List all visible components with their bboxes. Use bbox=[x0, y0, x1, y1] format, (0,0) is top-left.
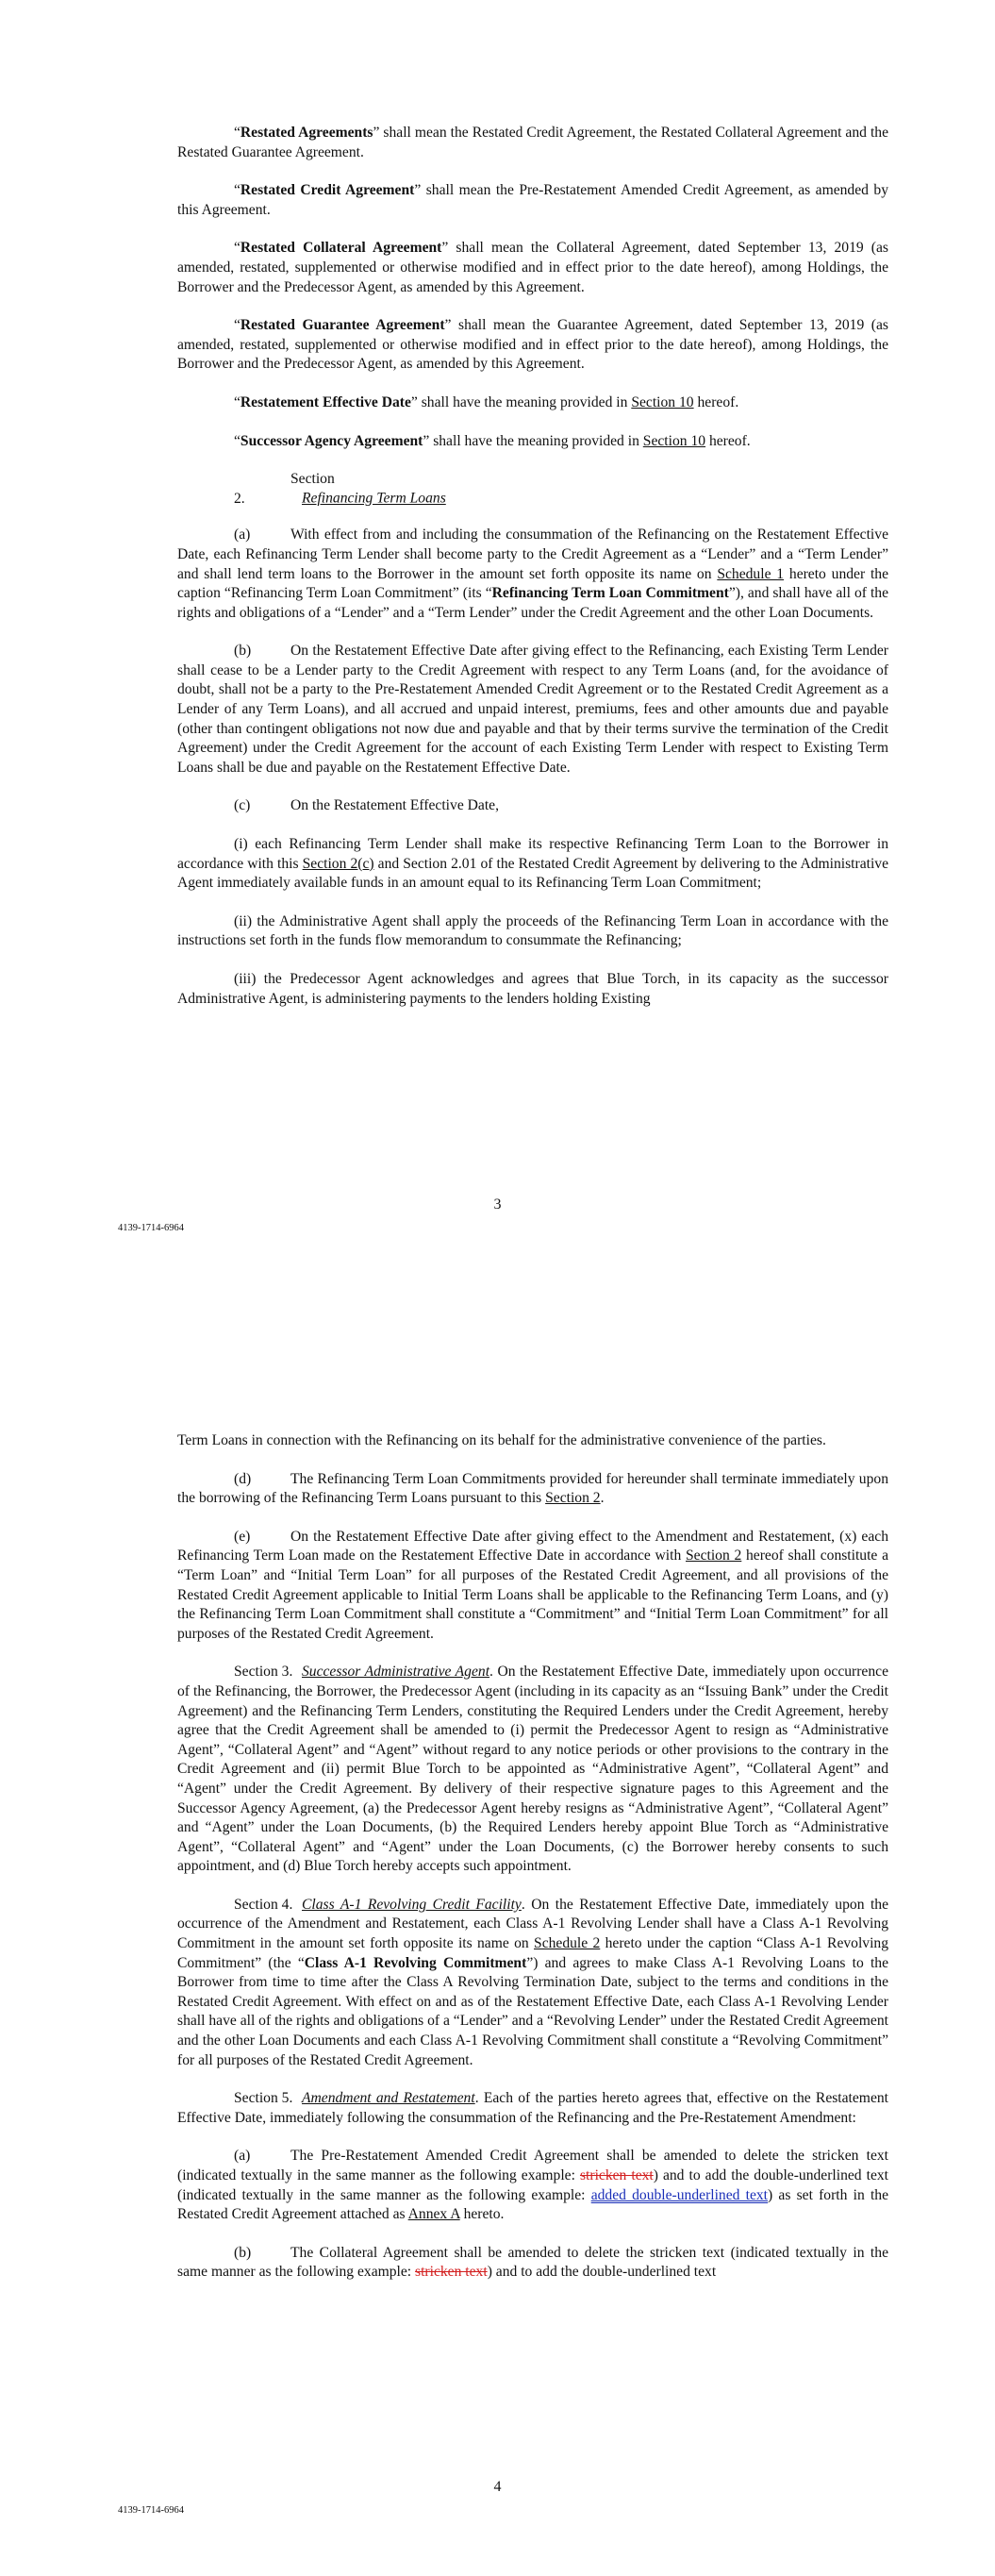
stricken-text-example: stricken text bbox=[579, 2167, 654, 2183]
section-title: Refinancing Term Loans bbox=[302, 490, 446, 507]
clause-2c: (c) On the Restatement Effective Date, bbox=[234, 797, 499, 814]
defined-term: Restatement Effective Date bbox=[240, 393, 411, 410]
section-label: Section 3. bbox=[234, 1664, 293, 1681]
section-title: Successor Administrative Agent bbox=[302, 1664, 490, 1681]
clause-2d: (d) The Refinancing Term Loan Commitments provided for hereunder shall terminate immediately upon the borrowing of the Refinancing Term Loans pursuant to this Section 2. bbox=[177, 1470, 888, 1507]
schedule-reference: Schedule 2 bbox=[534, 1935, 601, 1952]
clause-2c-iii-continued: Term Loans in connection with the Refinancing on its behalf for the administrative convenience of the parties. bbox=[177, 1432, 826, 1448]
definition-restated-credit-agreement: “Restated Credit Agreement” shall mean the Pre-Restatement Amended Credit Agreement, as amended by this Agreement. bbox=[177, 182, 888, 218]
section-title: Amendment and Restatement bbox=[302, 2090, 475, 2107]
clause-5a: (a) The Pre-Restatement Amended Credit Agreement shall be amended to delete the stricken text (indicated textually in the same manner as the following example: stricken text) and to add the double-underlined text (indicated textually in the same manner as the following example: added double-underlined text) as set forth in the Restated Credit Agreement attached as Annex A hereto. bbox=[177, 2148, 889, 2223]
section-reference: Section 2 bbox=[545, 1490, 601, 1507]
clause-2c-i: (i) each Refinancing Term Lender shall make its respective Refinancing Term Loan to the Borrower in accordance with this Section 2(c) and Section 2.01 of the Restated Credit Agreement by delivering to the Administrative Agent immediately available funds in an amount equal to its Refinancing Term Loan Commitment; bbox=[177, 836, 889, 892]
section-5: Section 5. Amendment and Restatement. Each of the parties hereto agrees that, effective on the Restatement Effective Date, immediately following the consummation of the Refinancing and the Pre-Restatement Amendment: bbox=[177, 2090, 888, 2126]
page-number: 3 bbox=[493, 1196, 502, 1213]
section-4: Section 4. Class A-1 Revolving Credit Facility. On the Restatement Effective Date, immediately upon the occurrence of the Amendment and Restatement, each Class A-1 Revolving Lender shall have a Class A-1 Revolving Commitment in the amount set forth opposite its name on Schedule 2 hereto under the caption “Class A-1 Revolving Commitment” (the “Class A-1 Revolving Commitment”) and agrees to make Class A-1 Revolving Loans to the Borrower from time to time after the Class A Revolving Termination Date, subject to the terms and conditions in the Restated Credit Agreement. With effect on and as of the Restatement Effective Date, each Class A-1 Revolving Lender shall have all of the rights and obligations of a “Lender” and a “Revolving Lender” under the Restated Credit Agreement and the other Loan Documents and each Class A-1 Revolving Commitment shall constitute a “Revolving Commitment” for all purposes of the Restated Credit Agreement. bbox=[177, 1896, 889, 2068]
section-reference: Section 2(c) bbox=[302, 855, 374, 872]
page-number: 4 bbox=[493, 2479, 502, 2495]
clause-2e: (e) On the Restatement Effective Date after giving effect to the Amendment and Restatement, (x) each Refinancing Term Loan made on the Restatement Effective Date in accordance with Section 2 hereof shall constitute a “Term Loan” and “Initial Term Loan” for all purposes of the Restated Credit Agreement, and all provisions of the Restated Credit Agreement applicable to Initial Term Loans shall be applicable to the Refinancing Term Loans, and (y) the Refinancing Term Loan Commitment shall constitute a “Commitment” and “Initial Term Loan Commitment” for all purposes of the Restated Credit Agreement. bbox=[177, 1528, 888, 1642]
page-4 bbox=[0, 1288, 995, 2576]
section-reference: Section 10 bbox=[642, 432, 706, 449]
definition-restated-collateral-agreement: “Restated Collateral Agreement” shall mean the Collateral Agreement, dated September 13, 2019 (as amended, restated, supplemented or otherwise modified and in effect prior to the date hereof), among Holdings, the Borrower and the Predecessor Agent, as amended by this Agreement. bbox=[177, 240, 888, 295]
section-reference: Section 10 bbox=[631, 393, 694, 410]
document-id: 4139-1714-6964 bbox=[118, 1223, 184, 1233]
definition-restated-guarantee-agreement: “Restated Guarantee Agreement” shall mean the Guarantee Agreement, dated September 13, 2019 (as amended, restated, supplemented or otherwise modified and in effect prior to the date hereof), among Holdings, the Borrower and the Predecessor Agent, as amended by this Agreement. bbox=[177, 317, 888, 373]
annex-reference: Annex A bbox=[407, 2206, 460, 2223]
defined-term: Restated Credit Agreement bbox=[240, 182, 415, 199]
defined-term: Restated Collateral Agreement bbox=[240, 240, 442, 257]
clause-5b: (b) The Collateral Agreement shall be amended to delete the stricken text (indicated textually in the same manner as the following example: stricken text) and to add the double-underlined text bbox=[177, 2244, 888, 2281]
page-4-body bbox=[177, 1431, 888, 2301]
section-label: Section 4. bbox=[234, 1896, 293, 1913]
schedule-reference: Schedule 1 bbox=[717, 565, 785, 582]
clause-2b: (b) On the Restatement Effective Date after giving effect to the Refinancing, each Existing Term Lender shall cease to be a Lender party to the Credit Agreement with respect to any Term Loans (and, for the avoidance of doubt, shall not be a party to the Pre-Restatement Amended Credit Agreement or to the Restated Credit Agreement as a Lender of any Term Loans), and all accrued and unpaid interest, premiums, fees and other amounts due and payable (other than contingent obligations not now due and payable and that by their terms survive the termination of the Credit Agreement) under the Credit Agreement for the account of each Existing Term Lender with respect to Existing Term Loans shall be due and payable on the Restatement Effective Date. bbox=[177, 643, 888, 776]
clause-2c-ii: (ii) the Administrative Agent shall apply the proceeds of the Refinancing Term Loan in accordance with the instructions set forth in the funds flow memorandum to consummate the Refinancing; bbox=[177, 912, 888, 949]
section-reference: Section 2 bbox=[686, 1547, 742, 1564]
defined-term: Successor Agency Agreement bbox=[240, 432, 423, 449]
section-3: Section 3. Successor Administrative Agent. On the Restatement Effective Date, immediately upon occurrence of the Refinancing, the Borrower, the Predecessor Agent (including in its capacity as an “Issuing Bank” under the Credit Agreement) and the Refinancing Term Lenders, constituting the Required Lenders under the Credit Agreement, hereby agree that the Credit Agreement shall be amended to (i) permit the Predecessor Agent to resign as “Administrative Agent”, “Collateral Agent” and “Agent” without regard to any notice periods or other provisions to the contrary in the Credit Agreement and (ii) permit Blue Torch to be appointed as “Administrative Agent”, “Collateral Agent” and “Agent” under the Credit Agreement. By delivery of their respective signature pages to this Agreement and the Successor Agency Agreement, (a) the Predecessor Agent hereby resigns as “Administrative Agent”, “Collateral Agent” and “Agent” under the Loan Documents, (b) the Required Lenders hereby appoint Blue Torch as “Administrative Agent”, “Collateral Agent” and “Agent” under the Loan Documents, (c) the Borrower hereby consents to such appointment, and (d) Blue Torch hereby accepts such appointment. bbox=[177, 1664, 888, 1875]
page-3-body bbox=[177, 124, 888, 1028]
section-2-heading bbox=[177, 470, 888, 509]
section-label: Section 2. bbox=[234, 471, 335, 507]
double-underlined-example: added double-underlined text bbox=[590, 2186, 769, 2203]
section-title: Class A-1 Revolving Credit Facility bbox=[302, 1896, 522, 1913]
document-id: 4139-1714-6964 bbox=[118, 2505, 184, 2516]
defined-term: Restated Agreements bbox=[240, 125, 373, 141]
definition-restated-agreements: “Restated Agreements” shall mean the Restated Credit Agreement, the Restated Collateral Agreement and the Restated Guarantee Agreement. bbox=[177, 125, 888, 160]
clause-2c-iii: (iii) the Predecessor Agent acknowledges and agrees that Blue Torch, in its capacity as the successor Administrative Agent, is administering payments to the lenders holding Existing bbox=[177, 971, 888, 1007]
defined-term: Restated Guarantee Agreement bbox=[240, 317, 445, 334]
clause-2a: (a) With effect from and including the consummation of the Refinancing on the Restatement Effective Date, each Refinancing Term Lender shall become party to the Credit Agreement as a “Lender” and a “Term Lender” and shall lend term loans to the Borrower in the amount set forth opposite its name on Schedule 1 hereto under the caption “Refinancing Term Loan Commitment” (its “Refinancing Term Loan Commitment”), and shall have all of the rights and obligations of a “Lender” and a “Term Lender” under the Credit Agreement and the other Loan Documents. bbox=[177, 527, 889, 621]
stricken-text-example: stricken text bbox=[415, 2264, 488, 2281]
definition-successor-agency-agreement: “Successor Agency Agreement” shall have the meaning provided in Section 10 hereof. bbox=[234, 432, 751, 449]
section-label: Section 5. bbox=[234, 2090, 293, 2107]
definition-restatement-effective-date: “Restatement Effective Date” shall have the meaning provided in Section 10 hereof. bbox=[234, 393, 739, 410]
